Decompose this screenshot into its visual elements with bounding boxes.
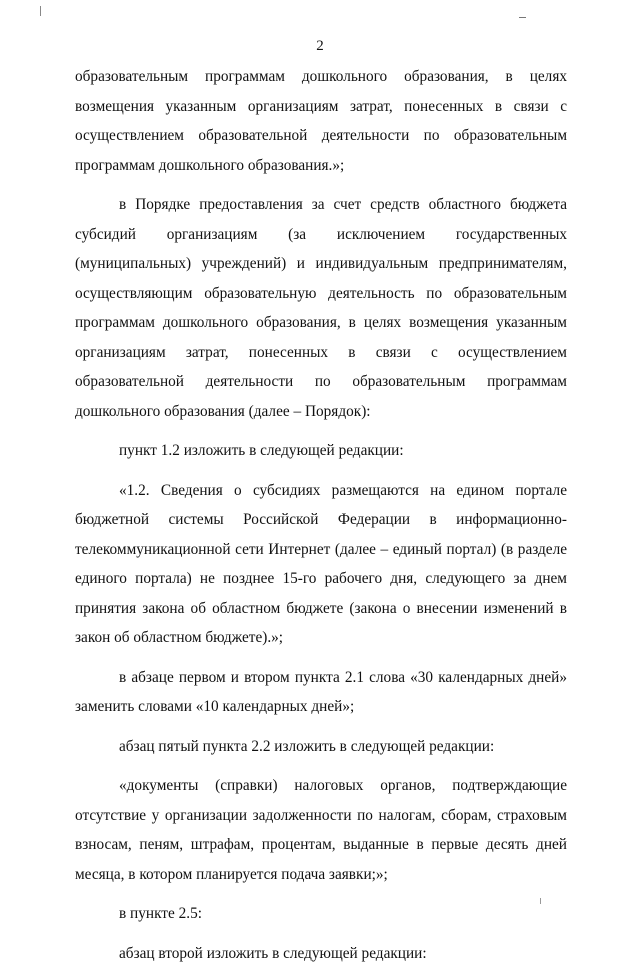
paragraph: в пункте 2.5: <box>119 905 202 922</box>
paragraph-continuation: образовательным программам дошкольного образования, в целях возмещения указанным организациям затрат, понесенных в связи с осуществлением образовательной деятельности по образовательным программам дошкольного образования.»; <box>75 68 567 174</box>
paragraph: в абзаце первом и втором пункта 2.1 слова «30 календарных дней» заменить словами «10 календарных дней»; <box>75 668 567 715</box>
scan-mark <box>40 6 41 16</box>
paragraph: пункт 1.2 изложить в следующей редакции: <box>119 442 404 459</box>
paragraph: абзац второй изложить в следующей редакции: <box>119 944 427 962</box>
paragraph: «документы (справки) налоговых органов, подтверждающие отсутствие у организации задолженности по налогам, сборам, страховым взносам, пеням, штрафам, процентам, выданные в первые десять дней месяца, в котором планируется подача заявки;»; <box>75 777 567 883</box>
scan-mark <box>519 17 526 18</box>
page-number: 2 <box>316 38 324 54</box>
document-body <box>75 62 567 978</box>
paragraph: «1.2. Сведения о субсидиях размещаются на едином портале бюджетной системы Российской Федерации в информационно-телекоммуникационной сети Интернет (далее – единый портал) (в разделе единого портала) не позднее 15-го рабочего дня, следующего за днем принятия закона об областном бюджете (закона о внесении изменений в закон об областном бюджете).»; <box>75 481 567 646</box>
paragraph: абзац пятый пункта 2.2 изложить в следующей редакции: <box>119 737 495 755</box>
paragraph: в Порядке предоставления за счет средств областного бюджета субсидий организациям (за исключением государственных (муниципальных) учреждений) и индивидуальным предпринимателям, осуществляющим образовательную деятельность по образовательным программам дошкольного образования, в целях возмещения указанным организациям затрат, понесенных в связи с осуществлением образовательной деятельности по образовательным программам дошкольного образования (далее – Порядок): <box>75 196 567 420</box>
